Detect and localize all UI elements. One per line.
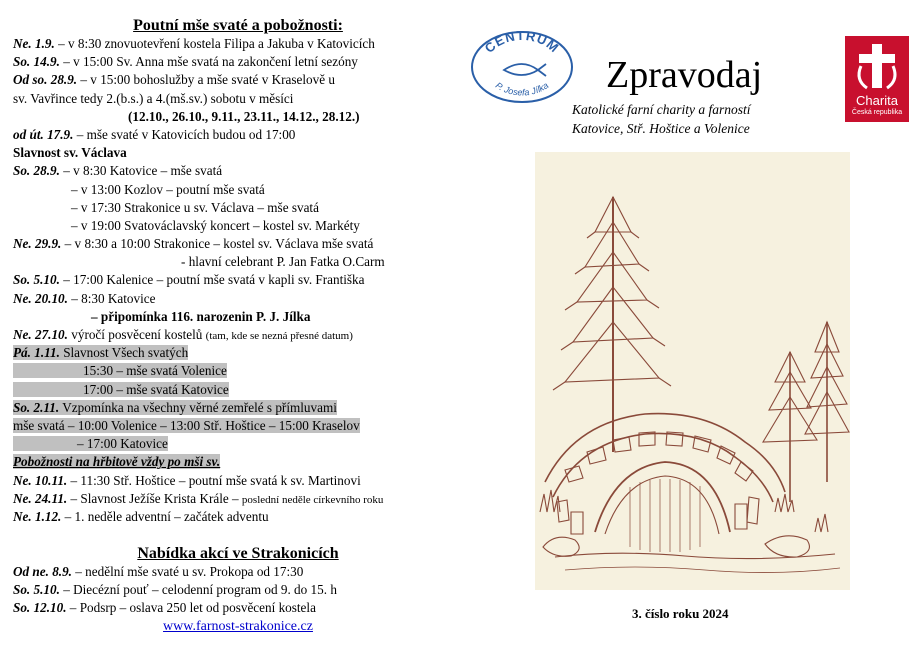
event-text: – 17:00 Katovice [77,436,168,452]
event-note: poslední neděle církevního roku [241,493,384,506]
event-date: Ne. 1.12. [13,508,62,524]
event-date: Ne. 27.10. [13,327,68,342]
centrum-logo-bottom-text: P. Josefa Jílka [493,80,551,98]
event-text: – 8:30 Katovice [67,290,156,306]
event-text: – v 15:00 Sv. Anna mše svatá na zakončení letní sezóny [59,54,358,70]
event-text: – v 19:00 Svatováclavský koncert – kostel sv. Markéty [71,217,360,233]
page-subtitle [572,100,751,138]
event-text: sv. Vavřince tedy 2.(b.s.) a 4.(mš.sv.) sobotu v měsíci [13,90,294,106]
event-date: Pá. 1.11. [13,345,60,361]
event-date: So. 2.11. [13,399,60,415]
event-feast-title: Slavnost sv. Václava [13,145,127,161]
event-text: 15:30 – mše svatá Volenice [83,363,227,379]
event-text: výročí posvěcení kostelů [67,327,206,342]
event-note: (tam, kde se nezná přesné datum) [205,330,353,342]
event-text: – 17:00 Kalenice – poutní mše svatá v kapli sv. Františka [59,272,365,288]
event-date: Od so. 28.9. [13,72,78,88]
event-date: od út. 17.9. [13,126,74,142]
event-text: – nedělní mše svaté u sv. Prokopa od 17:30 [71,564,304,580]
event-text: – v 8:30 znovuotevření kostela Filipa a Jakuba v Katovicích [54,36,375,51]
section-heading-pilgrimages: Poutní mše svaté a pobožnosti: [133,17,343,34]
page-title: Zpravodaj [606,54,763,96]
bridge-sketch-illustration [535,152,850,590]
event-text: – v 13:00 Kozlov – poutní mše svatá [71,181,265,197]
parish-website-link[interactable]: www.farnost-strakonice.cz [163,618,313,634]
issue-number: 3. číslo roku 2024 [632,606,729,621]
charita-logo [845,36,909,122]
event-text: – 1. neděle adventní – začátek adventu [61,508,269,524]
event-text: – v 8:30 Katovice – mše svatá [59,163,223,179]
event-text: Slavnost Všech svatých [59,345,189,361]
event-dates-list: (12.10., 26.10., 9.11., 23.11., 14.12., 28.12.) [128,108,360,124]
charita-cross-icon [845,36,909,92]
event-text: 17:00 – mše svatá Katovice [83,381,229,397]
cemetery-devotions-note: Pobožnosti na hřbitově vždy po mši sv. [13,454,221,470]
events-column [13,16,463,636]
event-text: – 11:30 Stř. Hoštice – poutní mše svatá k sv. Martinovi [67,472,361,488]
event-date: Ne. 1.9. [13,36,55,51]
charita-country: Česká republika [851,109,903,116]
event-text: – v 17:30 Strakonice u sv. Václava – mše svatá [71,199,319,215]
event-text: Vzpomínka na všechny věrné zemřelé s přímluvami [59,399,337,415]
event-date: Ne. 20.10. [13,290,68,306]
event-text: mše svatá – 10:00 Volenice – 13:00 Stř. Hoštice – 15:00 Kraselov [13,417,360,433]
centrum-logo [470,30,574,104]
event-text: – v 15:00 bohoslužby a mše svaté v Kraselově u [77,72,335,88]
event-text: - hlavní celebrant P. Jan Fatka O.Carm [181,254,385,270]
event-text: – Slavnost Ježíše Krista Krále – [67,490,242,506]
event-date: So. 28.9. [13,163,60,179]
centrum-logo-top-text: CENTRUM [481,30,563,56]
section-heading-strakonice: Nabídka akcí ve Strakonicích [137,545,339,563]
event-text: – Diecézní pouť – celodenní program od 9. do 15. h [59,582,337,598]
event-date: So. 5.10. [13,582,60,598]
event-date: Ne. 24.11. [13,490,68,506]
subtitle-line: Katolické farní charity a farností [572,102,751,117]
event-text: – Podsrp – oslava 250 let od posvěcení kostela [66,600,316,616]
event-text: – v 8:30 a 10:00 Strakonice – kostel sv. Václava mše svatá [61,236,374,252]
charita-name: Charita [856,93,898,108]
subtitle-line: Katovice, Stř. Hoštice a Volenice [572,121,750,136]
event-date: Ne. 29.9. [13,236,62,252]
event-date: So. 14.9. [13,54,60,70]
event-text: – připomínka 116. narozenin P. J. Jílka [91,308,311,324]
event-date: Od ne. 8.9. [13,564,72,580]
event-text: – mše svaté v Katovicích budou od 17:00 [73,126,296,142]
event-date: Ne. 10.11. [13,472,68,488]
event-date: So. 5.10. [13,272,60,288]
event-date: So. 12.10. [13,600,67,616]
